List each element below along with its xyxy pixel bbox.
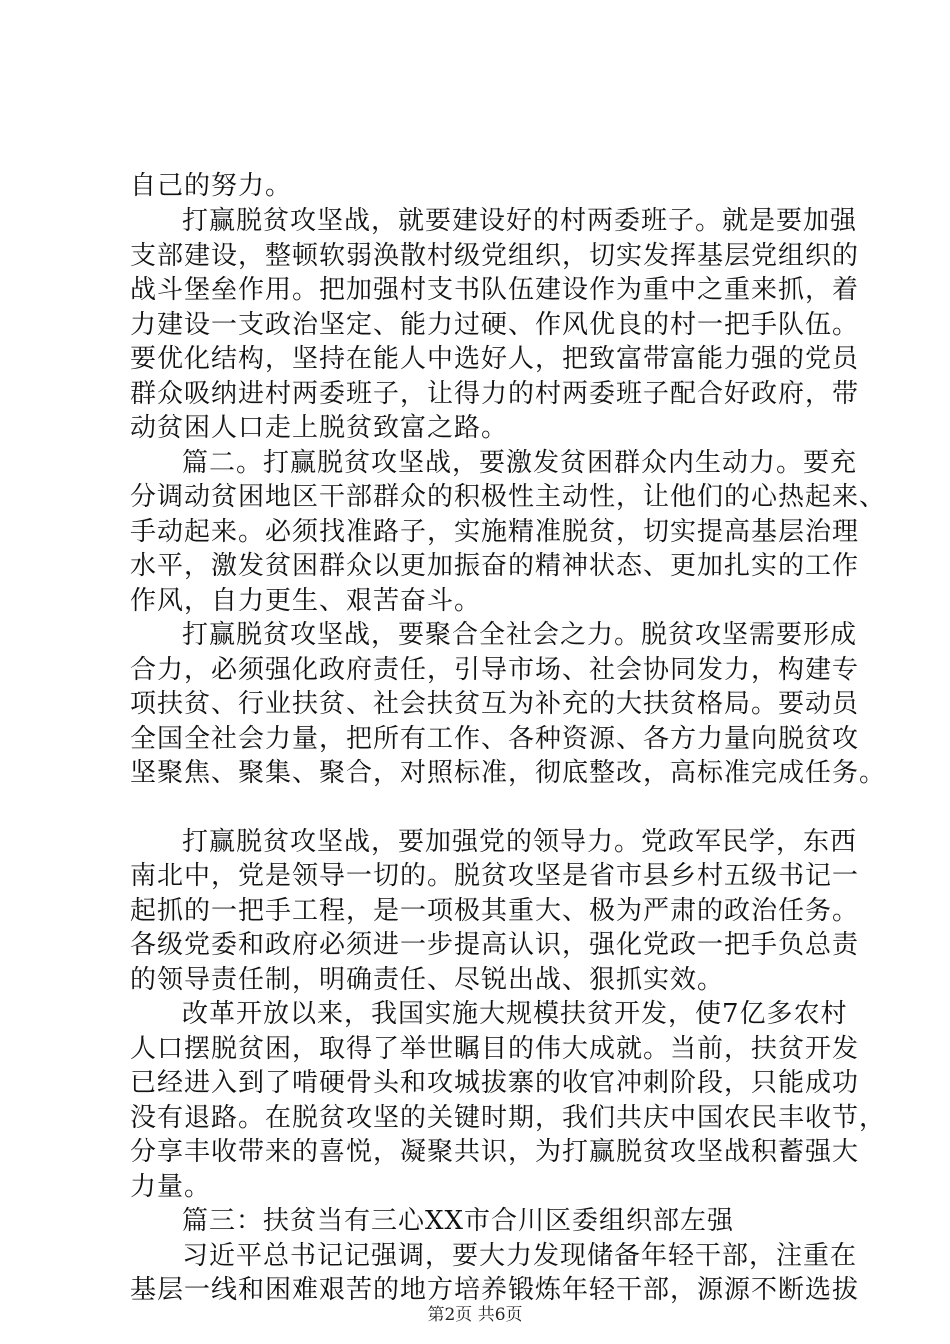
- text-line: 没有退路。在脱贫攻坚的关键时期，我们共庆中国农民丰收节，: [130, 1103, 887, 1133]
- text-line: 坚聚焦、聚集、聚合，对照标准，彻底整改，高标准完成任务。: [130, 758, 887, 788]
- text-line: 手动起来。必须找准路子，实施精准脱贫，切实提高基层治理: [130, 517, 860, 547]
- text-line: 群众吸纳进村两委班子，让得力的村两委班子配合好政府，带: [130, 379, 860, 409]
- text-line: 的领导责任制，明确责任、尽锐出战、狠抓实效。: [130, 965, 725, 995]
- text-line: 支部建设，整顿软弱涣散村级党组织，切实发挥基层党组织的: [130, 241, 860, 271]
- paragraph-start-line: 打赢脱贫攻坚战，要加强党的领导力。党政军民学，东西: [182, 827, 858, 857]
- paragraph-start-line: 改革开放以来，我国实施大规模扶贫开发，使7亿多农村: [182, 999, 848, 1029]
- text-line: 人口摆脱贫困，取得了举世瞩目的伟大成就。当前，扶贫开发: [130, 1034, 860, 1064]
- text-line: 力建设一支政治坚定、能力过硬、作风优良的村一把手队伍。: [130, 310, 860, 340]
- text-line: 分调动贫困地区干部群众的积极性主动性，让他们的心热起来、: [130, 482, 887, 512]
- section-heading-line: 篇三：扶贫当有三心XX市合川区委组织部左强: [182, 1206, 735, 1236]
- text-line: 项扶贫、行业扶贫、社会扶贫互为补充的大扶贫格局。要动员: [130, 689, 860, 719]
- text-line: 起抓的一把手工程，是一项极其重大、极为严肃的政治任务。: [130, 896, 860, 926]
- text-line: 各级党委和政府必须进一步提高认识，强化党政一把手负总责: [130, 930, 860, 960]
- text-line: 力量。: [130, 1172, 212, 1202]
- paragraph-start-line: 打赢脱贫攻坚战，要聚合全社会之力。脱贫攻坚需要形成: [182, 620, 858, 650]
- paragraph-start-line: 打赢脱贫攻坚战，就要建设好的村两委班子。就是要加强: [182, 206, 858, 236]
- text-line: 全国全社会力量，把所有工作、各种资源、各方力量向脱贫攻: [130, 724, 860, 754]
- text-line: 水平，激发贫困群众以更加振奋的精神状态、更加扎实的工作: [130, 551, 860, 581]
- page-footer: 第2页 共6页: [427, 1305, 523, 1325]
- text-line: 要优化结构，坚持在能人中选好人，把致富带富能力强的党员: [130, 344, 860, 374]
- paragraph-start-line: 习近平总书记记强调，要大力发现储备年轻干部，注重在: [182, 1241, 858, 1271]
- text-line: 已经进入到了啃硬骨头和攻城拔寨的收官冲刺阶段，只能成功: [130, 1068, 860, 1098]
- text-line: 分享丰收带来的喜悦，凝聚共识，为打赢脱贫攻坚战积蓄强大: [130, 1137, 860, 1167]
- paragraph-start-line: 篇二。打赢脱贫攻坚战，要激发贫困群众内生动力。要充: [182, 448, 858, 478]
- text-line: 合力，必须强化政府责任，引导市场、社会协同发力，构建专: [130, 655, 860, 685]
- text-line: 南北中，党是领导一切的。脱贫攻坚是省市县乡村五级书记一: [130, 861, 860, 891]
- text-line: 战斗堡垒作用。把加强村支书队伍建设作为重中之重来抓，着: [130, 275, 860, 305]
- text-line: 动贫困人口走上脱贫致富之路。: [130, 413, 509, 443]
- text-line: 基层一线和困难艰苦的地方培养锻炼年轻干部，源源不断选拔: [130, 1275, 860, 1305]
- text-line: 作风，自力更生、艰苦奋斗。: [130, 586, 482, 616]
- text-line: 自己的努力。: [130, 171, 293, 201]
